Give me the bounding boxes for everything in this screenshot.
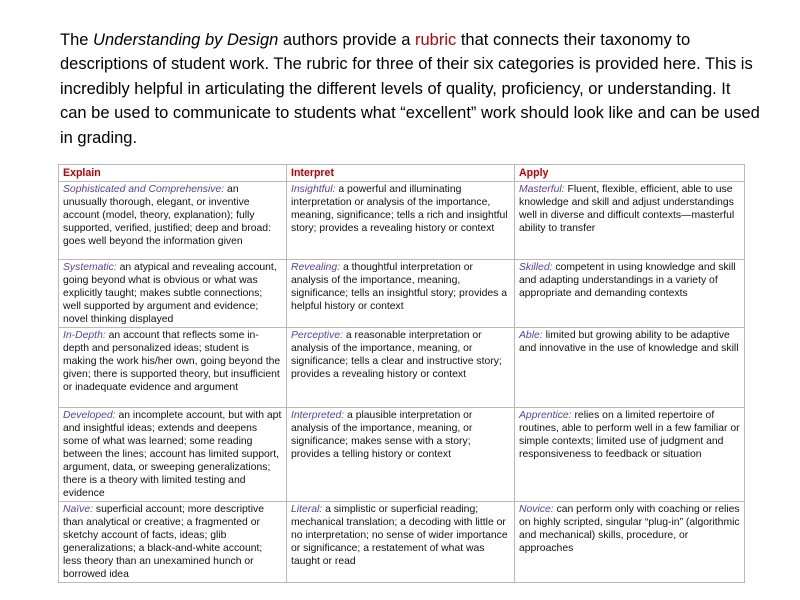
level-name: Novice:: [519, 504, 554, 515]
level-description: limited but growing ability to be adaptive and innovative in the use of knowledge and skill: [519, 330, 739, 354]
level-description: a powerful and illuminating interpretation or analysis of the importance, meaning, significance; tells a rich and insightful story; provides a revealing history or context: [291, 184, 508, 234]
level-name: Sophisticated and Comprehensive:: [63, 184, 225, 195]
level-description: an unusually thorough, elegant, or inventive account (model, theory, explanation); fully supported, verified, justified; deep and broad: goes well beyond the information given: [63, 184, 271, 247]
table-cell: [287, 502, 515, 583]
table-cell: [59, 408, 287, 502]
level-description: an incomplete account, but with apt and insightful ideas; extends and deepens some of what was learned; some reading between the lines; account has limited support, argument, data, or sweeping generalizations; there is a theory with limited testing and evidence: [63, 410, 282, 499]
table-cell: [287, 408, 515, 502]
rubric-header-row: [59, 165, 745, 182]
level-description: a reasonable interpretation or analysis of the importance, meaning, or significance; tells a clear and instructive story; provides a revealing history or context: [291, 330, 502, 380]
rubric-table: [58, 164, 745, 583]
level-description: superficial account; more descriptive than analytical or creative; a fragmented or sketchy account of facts, ideas; glib generalizations; a black-and-white account; less theory than an unexamined hunch or borrowed idea: [63, 504, 264, 580]
level-name: Insightful:: [291, 184, 336, 195]
header-apply: Apply: [515, 165, 745, 182]
table-cell: [515, 328, 745, 408]
table-row: [59, 260, 745, 328]
table-cell: [287, 182, 515, 260]
table-cell: [515, 260, 745, 328]
level-description: an atypical and revealing account, going beyond what is obvious or what was explicitly taught; makes subtle connections; well supported by argument and evidence; novel thinking displayed: [63, 262, 277, 325]
intro-part1: The: [60, 31, 94, 49]
level-name: Able:: [519, 330, 543, 341]
table-cell: [59, 502, 287, 583]
level-name: Skilled:: [519, 262, 553, 273]
level-name: Systematic:: [63, 262, 117, 273]
level-name: Literal:: [291, 504, 323, 515]
table-cell: [515, 502, 745, 583]
level-description: an account that reflects some in-depth and personalized ideas; student is making the work his/her own, going beyond the given; there is supported theory, but insufficient or inadequate evidence and argument: [63, 330, 281, 393]
level-description: Fluent, flexible, efficient, able to use knowledge and skill and adjust understandings well in diverse and difficult contexts—masterful ability to transfer: [519, 184, 735, 234]
level-name: Naïve:: [63, 504, 94, 515]
level-description: relies on a limited repertoire of routines, able to perform well in a few familiar or simple contexts; limited use of judgment and responsiveness to feedback or situation: [519, 410, 740, 460]
level-description: competent in using knowledge and skill and adapting understandings in a variety of appropriate and demanding contexts: [519, 262, 736, 299]
level-description: a simplistic or superficial reading; mechanical translation; a decoding with little or no interpretation; no sense of wider importance or significance; a restatement of what was taught or read: [291, 504, 508, 567]
level-name: Interpreted:: [291, 410, 345, 421]
table-cell: [59, 182, 287, 260]
book-title: Understanding by Design: [93, 31, 279, 49]
table-row: [59, 182, 745, 260]
table-cell: [515, 408, 745, 502]
table-row: [59, 328, 745, 408]
table-cell: [59, 260, 287, 328]
level-name: In-Depth:: [63, 330, 106, 341]
table-cell: [287, 260, 515, 328]
level-name: Revealing:: [291, 262, 341, 273]
table-cell: [59, 328, 287, 408]
level-description: a plausible interpretation or analysis of the importance, meaning, or significance; makes sense with a story; provides a telling history or context: [291, 410, 473, 460]
intro-part2: authors provide a: [278, 31, 415, 49]
level-name: Perceptive:: [291, 330, 343, 341]
intro-paragraph: [60, 28, 760, 150]
table-cell: [515, 182, 745, 260]
level-name: Apprentice:: [519, 410, 572, 421]
header-explain: Explain: [59, 165, 287, 182]
level-description: can perform only with coaching or relies on highly scripted, singular “plug-in” (algorithmic and mechanical) skills, procedure, or approaches: [519, 504, 740, 554]
rubric-word: rubric: [414, 31, 457, 49]
level-name: Masterful:: [519, 184, 565, 195]
level-name: Developed:: [63, 410, 116, 421]
intro-part3: that connects their taxonomy to descriptions of student work. The rubric for three of their six categories is provided here. This is incredibly helpful in articulating the different levels of quality, proficiency, or understanding. It can be used to communicate to students what “excellent” work should look like and can be used in grading.: [60, 31, 760, 147]
level-description: a thoughtful interpretation or analysis of the importance, meaning, significance; tells an insightful story; provides a helpful history or context: [291, 262, 508, 312]
table-row: [59, 502, 745, 583]
table-cell: [287, 328, 515, 408]
table-row: [59, 408, 745, 502]
header-interpret: Interpret: [287, 165, 515, 182]
